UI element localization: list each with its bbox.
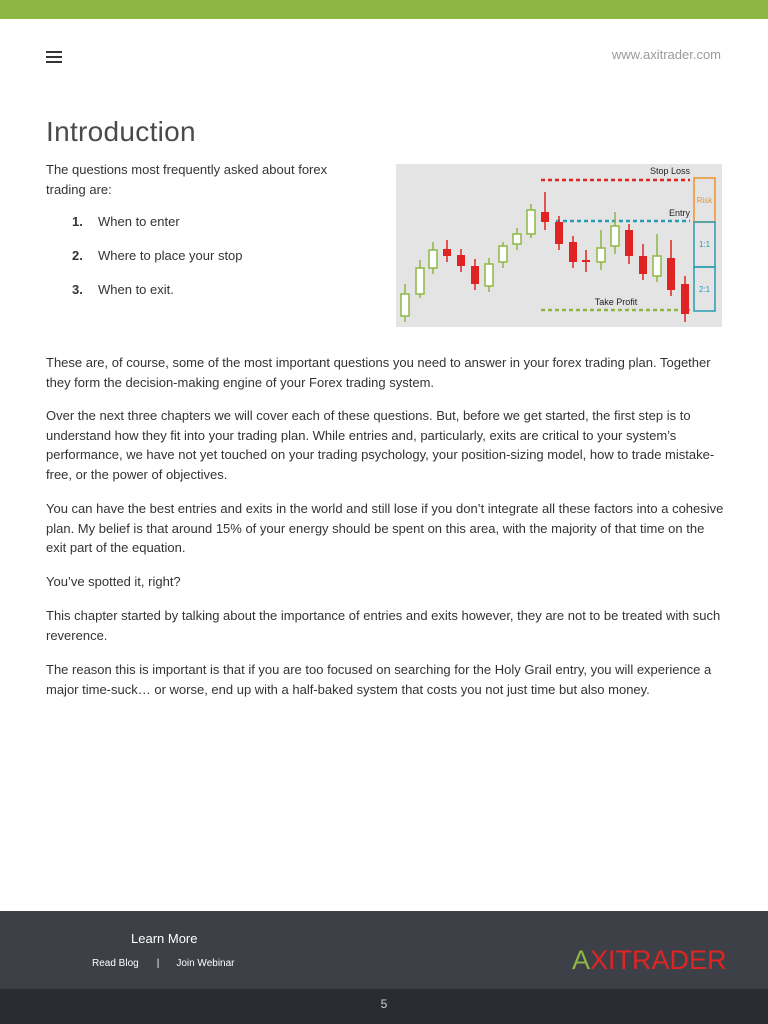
- candle-body-down: [443, 249, 451, 256]
- list-item: [46, 280, 366, 314]
- body-paragraph: You can have the best entries and exits in the world and still lose if you don’t integrate all these factors into a cohesive plan. My belief is that around 15% of your energy should be spent on this area, with the majority of that time on the exit part of the equation.: [46, 501, 724, 555]
- candlestick-illustration: [396, 164, 722, 327]
- candle-body-doji: [582, 260, 590, 262]
- candles: [401, 192, 689, 322]
- candle-body-up: [401, 294, 409, 316]
- candle-body-up: [513, 234, 521, 244]
- list-number: 2.: [72, 248, 83, 263]
- axitrader-logo[interactable]: [570, 931, 730, 981]
- candle-body-up: [499, 246, 507, 262]
- menu-line: [46, 51, 62, 53]
- list-text: Where to place your stop: [98, 248, 243, 263]
- list-text: When to enter: [98, 214, 180, 229]
- intro-text: The questions most frequently asked about forex trading are:: [46, 162, 328, 197]
- questions-list: [46, 212, 366, 314]
- entry-label: Entry: [668, 208, 690, 218]
- hamburger-menu-icon[interactable]: [46, 51, 62, 63]
- learn-more-heading: Learn More: [131, 931, 198, 946]
- ratio-1-label: 1:1: [698, 240, 711, 249]
- candle-body-down: [681, 284, 689, 314]
- logo-text-a: A: [572, 945, 591, 975]
- logo-text-itrader: ITRADER: [608, 945, 727, 975]
- candle-body-up: [416, 268, 424, 294]
- menu-line: [46, 56, 62, 58]
- candle-body-down: [541, 212, 549, 222]
- candle-body-up: [527, 210, 535, 234]
- list-number: 1.: [72, 214, 83, 229]
- candle-body-down: [667, 258, 675, 290]
- candle-body-down: [471, 266, 479, 284]
- list-text: When to exit.: [98, 282, 174, 297]
- candle-body-down: [639, 256, 647, 274]
- candle-body-down: [555, 222, 563, 244]
- join-webinar-link[interactable]: Join Webinar: [176, 958, 235, 969]
- take-profit-label: Take Profit: [594, 297, 638, 307]
- top-accent-bar: [0, 0, 768, 19]
- candle-body-up: [611, 226, 619, 246]
- body-paragraph: You’ve spotted it, right?: [46, 574, 181, 589]
- list-item: [46, 212, 366, 246]
- body-paragraph: The reason this is important is that if you are too focused on searching for the Holy Grail entry, you will experience a major time-suck… or worse, end up with a half-baked system that costs you not just time but also money.: [46, 662, 712, 697]
- candle-body-up: [485, 264, 493, 286]
- footer-links: [92, 958, 235, 969]
- candle-body-down: [569, 242, 577, 262]
- link-separator: |: [156, 958, 160, 969]
- body-paragraph: This chapter started by talking about the importance of entries and exits however, they are not to be treated with such reverence.: [46, 608, 721, 643]
- stop-loss-label: Stop Loss: [649, 166, 690, 176]
- list-number: 3.: [72, 282, 83, 297]
- logo-text-x: X: [590, 945, 609, 975]
- body-paragraph: These are, of course, some of the most important questions you need to answer in your forex trading plan. Together they form the decision-making engine of your Forex trading system.: [46, 355, 711, 390]
- menu-line: [46, 61, 62, 63]
- footer: [0, 911, 768, 989]
- list-item: [46, 246, 366, 280]
- page-number-bar: [0, 989, 768, 1024]
- page-number: 5: [380, 997, 388, 1011]
- read-blog-link[interactable]: Read Blog: [92, 958, 139, 969]
- risk-label: Risk: [696, 196, 713, 205]
- candlestick-figure: [396, 164, 722, 327]
- candle-body-up: [597, 248, 605, 262]
- body-paragraph: Over the next three chapters we will cover each of these questions. But, before we get started, the first step is to understand how they fit into your trading plan. While entries and, particularly, exits are critical to your system’s performance, we have not yet touched on your trading psychology, your position-sizing model, how to trade mistake-free, or the power of objectives.: [46, 408, 715, 482]
- candle-body-up: [653, 256, 661, 276]
- candle-body-down: [457, 255, 465, 266]
- site-url-link[interactable]: www.axitrader.com: [611, 47, 721, 62]
- ratio-2-label: 2:1: [698, 285, 711, 294]
- page-title: Introduction: [46, 116, 196, 147]
- candle-body-up: [429, 250, 437, 268]
- candle-body-down: [625, 230, 633, 256]
